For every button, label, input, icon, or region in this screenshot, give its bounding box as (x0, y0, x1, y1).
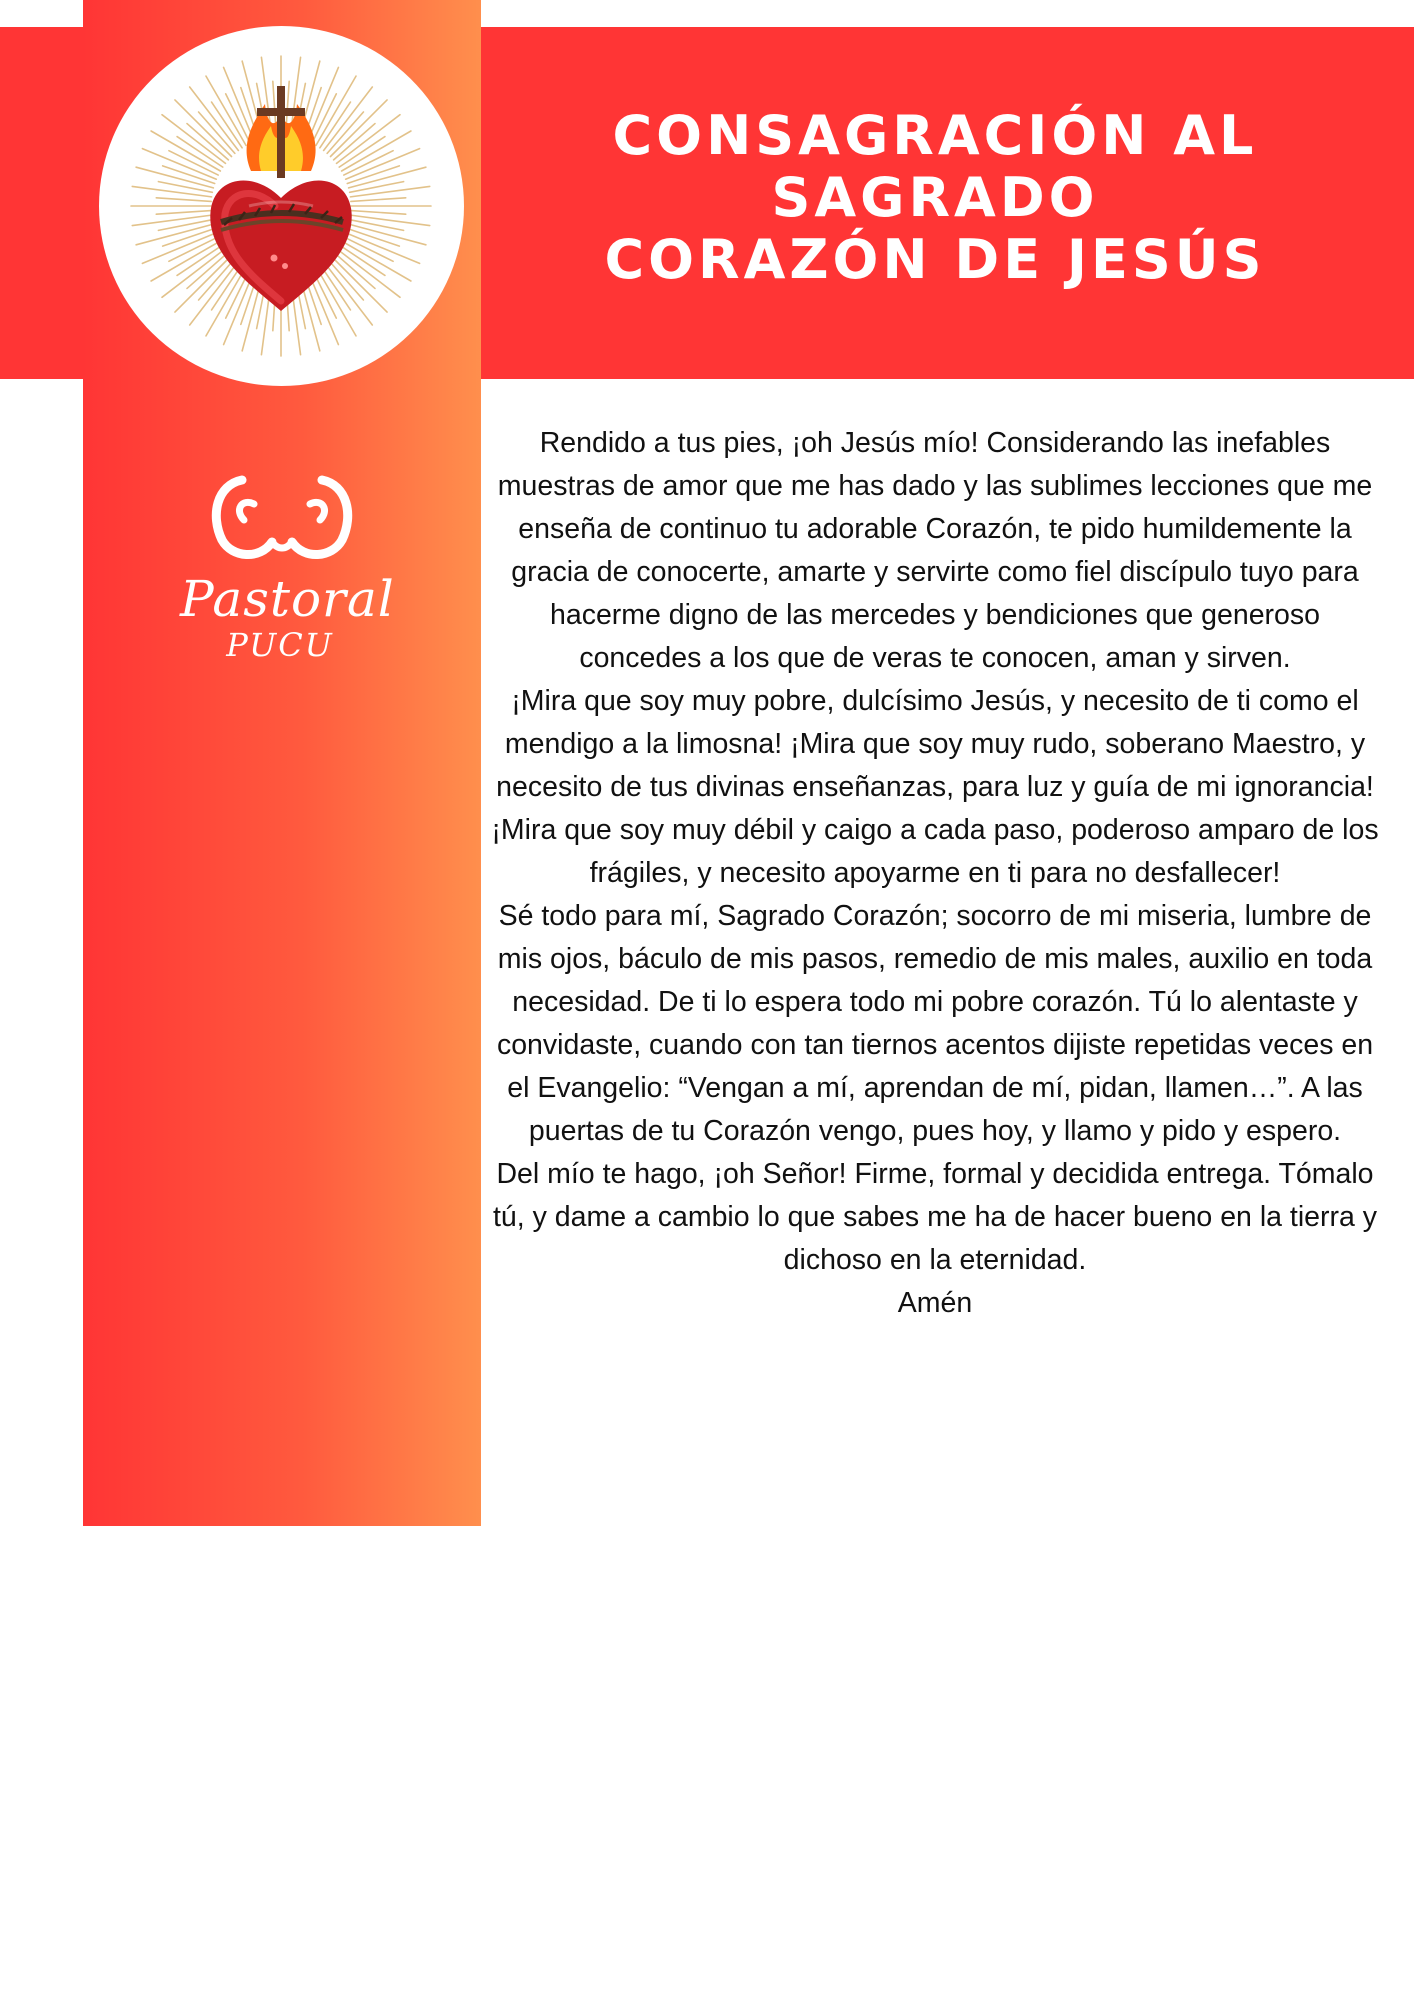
prayer-paragraph: Del mío te hago, ¡oh Señor! Firme, formal y decidida entrega. Tómalo tú, y dame a cambio lo que sabes me ha de hacer bueno en la tierra y dichoso en la eternidad. (492, 1158, 1378, 1276)
emblem-circle (99, 26, 464, 386)
halo-ray (330, 100, 387, 157)
page-title (560, 105, 1310, 291)
halo-ray (346, 149, 420, 180)
prayer-paragraph: Sé todo para mí, Sagrado Corazón; socorro de mi miseria, lumbre de mis ojos, báculo de mis pasos, remedio de mis males, auxilio en toda necesidad. De ti lo espera todo mi pobre corazón. Tú lo alentaste y convidaste, cuando con tan tiernos acentos dijiste repetidas veces en el Evangelio: “Vengan a mí, aprendan de mí, pidan, llamen…”. A las puertas de tu Corazón vengo, pues hoy, y llamo y pido y espero. (496, 900, 1374, 1147)
pastoral-logo (180, 460, 395, 670)
halo-ray (175, 255, 232, 312)
halo-ray (142, 149, 216, 180)
title-line: CONSAGRACIÓN AL (612, 104, 1258, 167)
halo-ray (132, 215, 211, 225)
halo-ray (224, 67, 255, 141)
halo-ray (156, 211, 211, 215)
halo-ray (346, 233, 420, 264)
halo-ray (330, 255, 387, 312)
logo-word-pucu: PUCU (226, 626, 334, 664)
halo-ray (175, 100, 232, 157)
halo-ray (308, 67, 339, 141)
title-line: CORAZÓN DE JESÚS (604, 228, 1266, 291)
halo-ray (132, 186, 211, 196)
halo-ray (156, 198, 211, 202)
halo-ray (350, 186, 429, 196)
prayer-closing: Amén (897, 1287, 973, 1319)
pastoral-swirl-icon (202, 460, 362, 570)
prayer-paragraph: Rendido a tus pies, ¡oh Jesús mío! Considerando las inefables muestras de amor que me has dado y las sublimes lecciones que me enseña de continuo tu adorable Corazón, te pido humildemente la gracia de conocerte, amarte y servirte como fiel discípulo tuyo para hacerme digno de las mercedes y bendiciones que generoso concedes a los que de veras te conocen, aman y sirven. (497, 427, 1373, 674)
logo-word-pastoral: Pastoral (180, 570, 395, 628)
prayer-text (490, 422, 1380, 1325)
title-line: SAGRADO (771, 166, 1099, 229)
halo-ray (351, 198, 406, 202)
prayer-paragraph: ¡Mira que soy muy pobre, dulcísimo Jesús, y necesito de ti como el mendigo a la limosna! ¡Mira que soy muy rudo, soberano Maestro, y necesito de tus divinas enseñanzas, para luz y guía de mi ignorancia! ¡Mira que soy muy débil y caigo a cada paso, poderoso amparo de los frágiles, y necesito apoyarme en ti para no desfallecer! (491, 685, 1379, 889)
halo-ray (350, 215, 429, 225)
sacred-heart-icon (99, 26, 464, 386)
halo-ray (351, 211, 406, 215)
halo-ray (142, 233, 216, 264)
